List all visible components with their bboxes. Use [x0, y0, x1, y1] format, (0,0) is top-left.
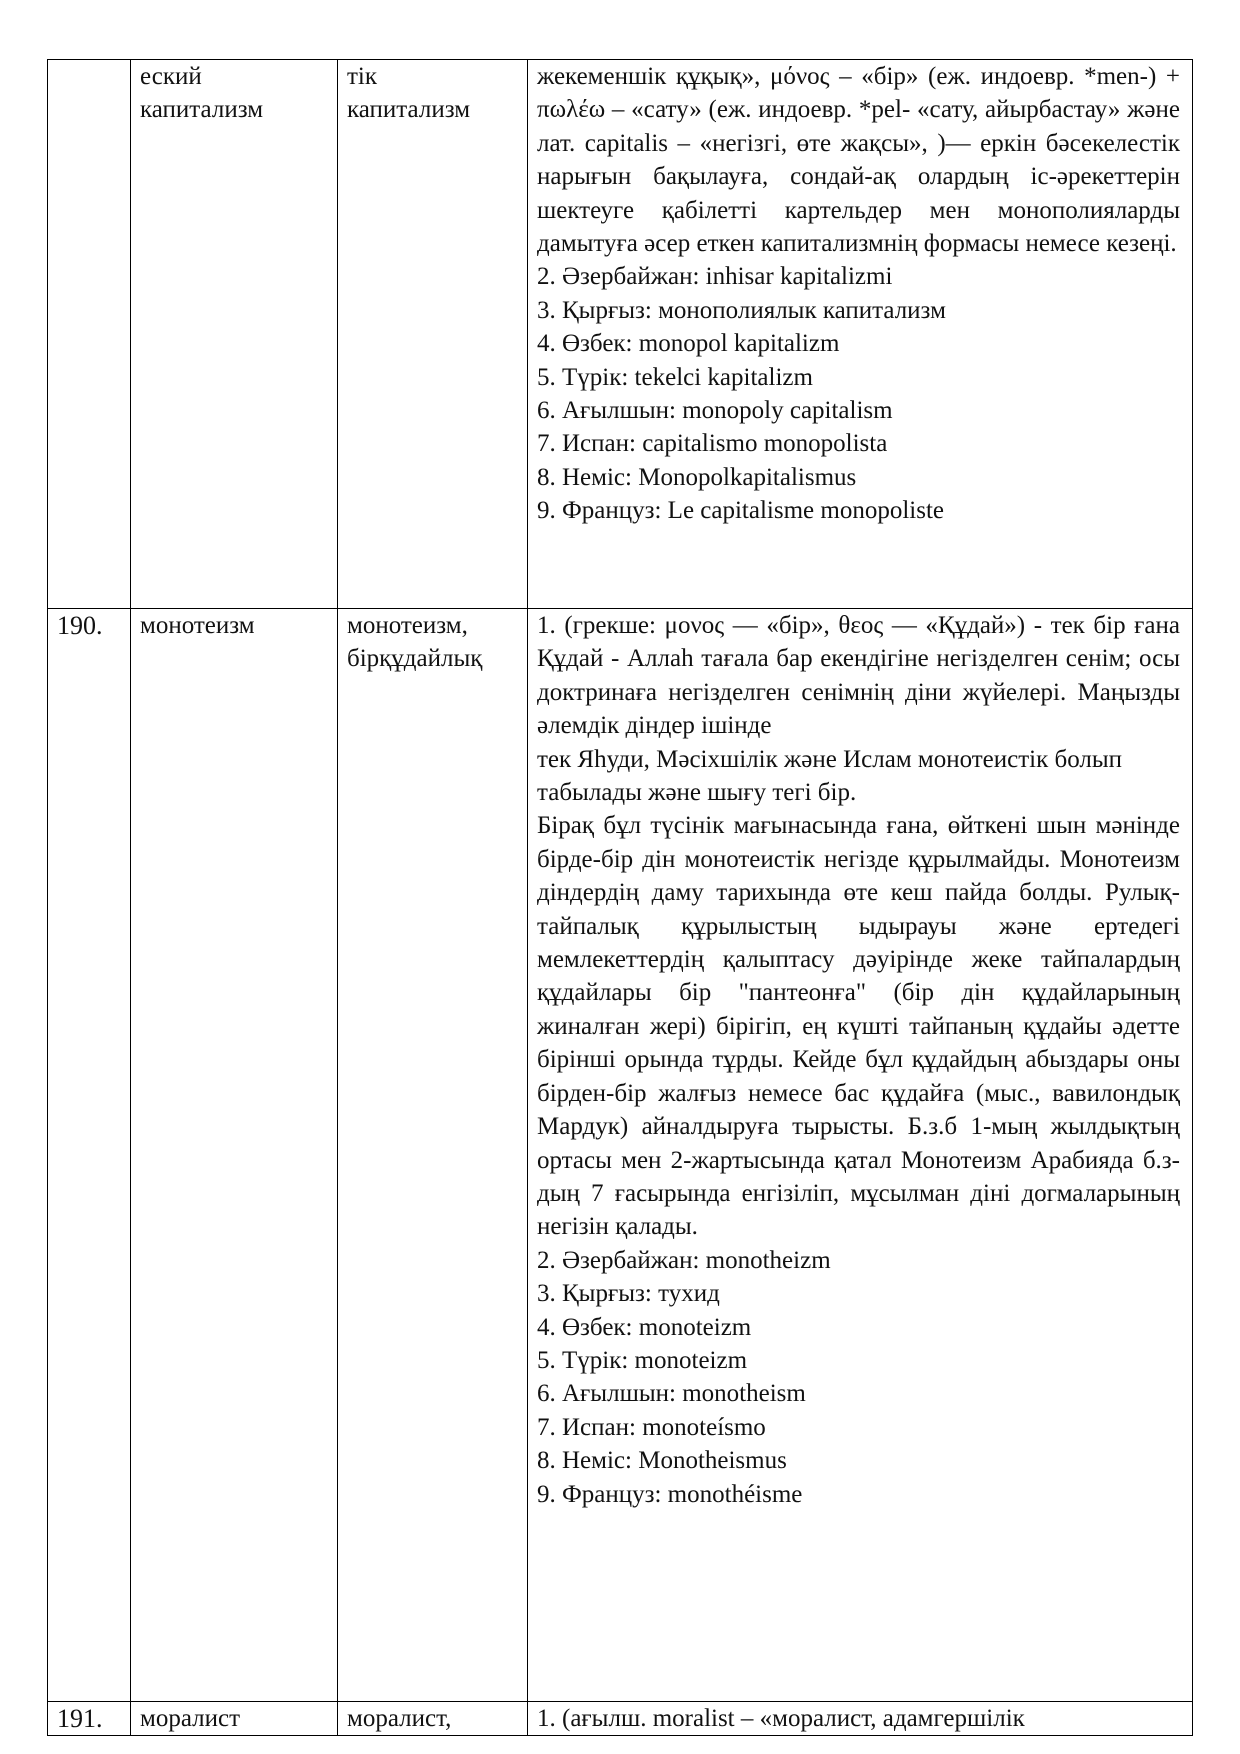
translation-line: 3. Қырғыз: монополиялык капитализм [537, 296, 946, 324]
term-line: бірқұдайлық [347, 645, 483, 673]
translation-line: 4. Өзбек: monoteizm [537, 1313, 752, 1341]
definition-cell [528, 1702, 1193, 1736]
definition-paragraph: Бірақ бұл түсінік мағынасында ғана, өйткені шын мәнінде бірде-бір дін монотеистік негізде құрылмайды. Монотеизм діндердің даму тарихында өте кеш пайда болды. Рулық-тайпалық құрылыстың ыдырауы және ертедегі мемлекеттердің қалыптасу дәуірінде жеке тайпалардың құдайлары бір "пантеонға" (бір дін құдайларының жиналған жері) бірігіп, ең күшті тайпаның құдайы әдетте бірінші орында тұрды. Кейде бұл құдайдың абыздары оны бірден-бір жалғыз немесе бас құдайға (мыс., вавилондық Мардук) айналдыруға тырысты. Б.з.б 1-мың жылдықтың ортасы мен 2-жартысында қатал Монотеизм Арабияда б.з-дың 7 ғасырында енгізіліп, мұсылман діні догмаларының негізін қалады. [537, 812, 1180, 1241]
russian-term [131, 60, 338, 609]
translation-line: 5. Түрік: tekelci kapitalizm [537, 363, 813, 391]
term-line: монотеизм, [347, 612, 468, 639]
term-line: монотеизм [140, 612, 255, 639]
glossary-table [47, 59, 1193, 1736]
translation-line: 4. Өзбек: monopol kapitalizm [537, 330, 840, 358]
definition-cell [528, 609, 1193, 1702]
translation-line: 8. Неміс: Monopolkapitalismus [537, 463, 857, 491]
definition-paragraph: жекеменшік құқық», μόνος – «бір» (еж. индоевр. *men-) + πωλέω – «сату» (еж. индоевр. *pel- «сату, айырбастау» және лат. capitalis – «негізгі, өте жақсы», )— еркін бәсекелестік нарығын бақылауға, сондай-ақ олардың іс-әрекеттерін шектеуге қабілетті картельдер мен монополияларды дамытуға әсер еткен капитализмнің формасы немесе кезеңі. [537, 63, 1180, 258]
entry-number: 191. [48, 1702, 131, 1736]
kazakh-term [338, 1702, 528, 1736]
definition-paragraph: 1. (ағылш. moralist – «моралист, адамгершілік [537, 1705, 1025, 1732]
translation-line: 9. Француз: monothéisme [537, 1480, 803, 1508]
definition-paragraph: тек Яһуди, Мәсіхшілік және Ислам монотеистік болып табылады және шығу тегі бір. [537, 745, 1123, 807]
kazakh-term [338, 609, 528, 1702]
translation-line: 8. Неміс: Monotheismus [537, 1447, 787, 1475]
translation-line: 9. Француз: Le capitalisme monopoliste [537, 497, 944, 525]
term-line: моралист, [347, 1705, 452, 1732]
translation-line: 7. Испан: capitalismo monopolista [537, 430, 888, 458]
definition-cell [528, 60, 1193, 609]
russian-term [131, 1702, 338, 1736]
definition-paragraph: 1. (грекше: μονος — «бір», θεος — «Құдай») - тек бір ғана Құдай - Аллаһ тағала бар екендігіне негізделген сенім; осы доктринаға негізделген сенімнің діни жүйелері. Маңызды әлемдік діндер ішінде [537, 612, 1180, 740]
entry-number [48, 60, 131, 609]
table-row [48, 609, 1193, 1702]
term-line: капитализм [140, 96, 264, 124]
term-line: еский [140, 63, 202, 90]
term-line: капитализм [347, 96, 471, 124]
entry-number: 190. [48, 609, 131, 1702]
translation-line: 2. Әзербайжан: inhisar kapitalizmi [537, 263, 893, 291]
translation-line: 5. Түрік: monoteizm [537, 1346, 748, 1374]
term-line: тік [347, 63, 378, 90]
translation-line: 7. Испан: monoteísmo [537, 1413, 766, 1441]
term-line: моралист [140, 1705, 241, 1732]
translation-line: 6. Ағылшын: monotheism [537, 1380, 806, 1408]
table-row [48, 60, 1193, 609]
russian-term [131, 609, 338, 1702]
kazakh-term [338, 60, 528, 609]
table-row [48, 1702, 1193, 1736]
translation-line: 3. Қырғыз: тухид [537, 1280, 720, 1308]
translation-line: 6. Ағылшын: monopoly capitalism [537, 397, 893, 425]
translation-line: 2. Әзербайжан: monotheizm [537, 1246, 831, 1274]
